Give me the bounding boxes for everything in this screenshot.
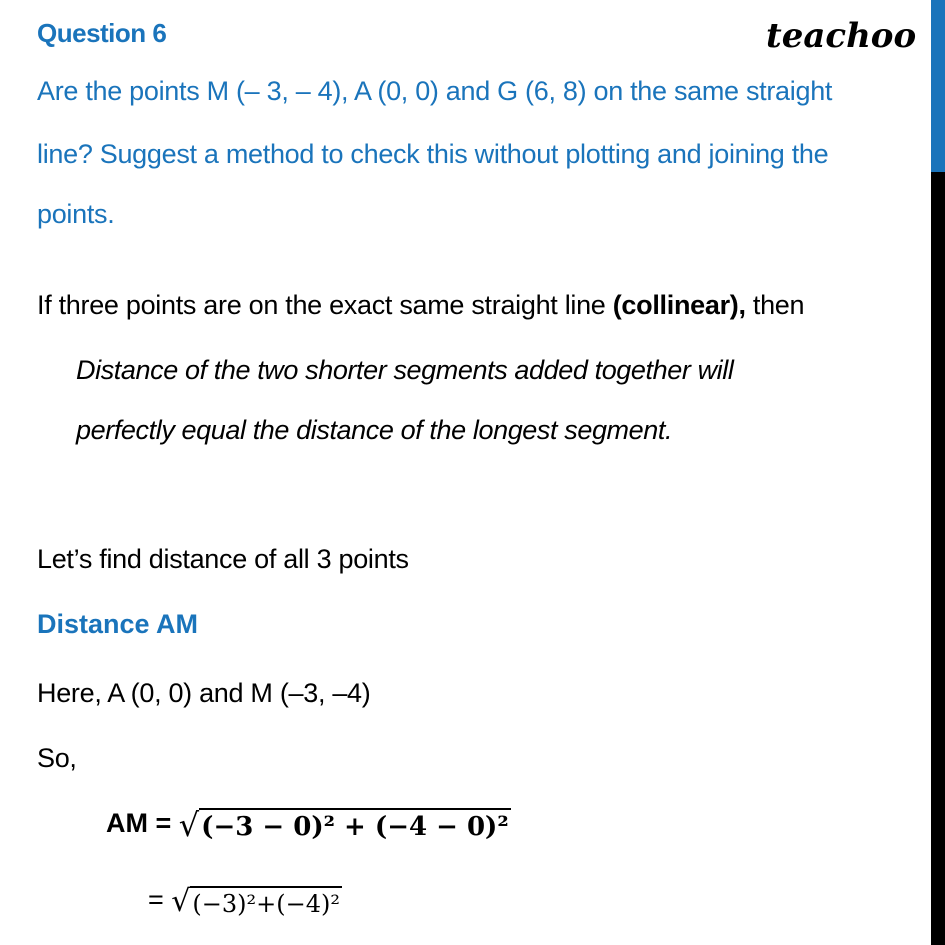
intro-suffix: then [745, 290, 805, 320]
rule-line-2: perfectly equal the distance of the longest segment. [76, 415, 673, 445]
side-accent-bar-black [931, 172, 945, 945]
square-root-1 [179, 806, 511, 844]
am-equation-step1 [106, 806, 511, 844]
am-equation-step2 [148, 884, 342, 919]
question-line-1: Are the points M (– 3, – 4), A (0, 0) and G (6, 8) on the same straight [37, 76, 833, 106]
so-line: So, [37, 743, 77, 773]
square-root-2 [171, 884, 342, 919]
rule-line-1: Distance of the two shorter segments added together will [76, 355, 734, 385]
radicand-1: (−3 − 0)² + (−4 − 0)² [199, 808, 511, 842]
am-lhs: AM = [106, 808, 179, 839]
step2-lhs: = [148, 884, 172, 915]
question-title: Question 6 [37, 18, 167, 48]
question-line-2: line? Suggest a method to check this without plotting and joining the [37, 139, 829, 169]
teachoo-logo: teachoo [766, 16, 917, 56]
question-line-3: points. [37, 199, 115, 229]
here-points-line: Here, A (0, 0) and M (–3, –4) [37, 678, 371, 708]
intro-prefix: If three points are on the exact same straight line [37, 290, 613, 320]
radical-sign-icon: √ [178, 806, 200, 844]
find-distance-line: Let’s find distance of all 3 points [37, 544, 409, 574]
section-heading-distance-am: Distance AM [37, 609, 199, 639]
radical-sign-icon: √ [171, 884, 191, 919]
side-accent-bar-blue [931, 0, 945, 172]
intro-bold-collinear: (collinear), [612, 290, 746, 320]
radicand-2: (−3)²+(−4)² [190, 886, 342, 918]
collinear-intro [37, 290, 804, 321]
